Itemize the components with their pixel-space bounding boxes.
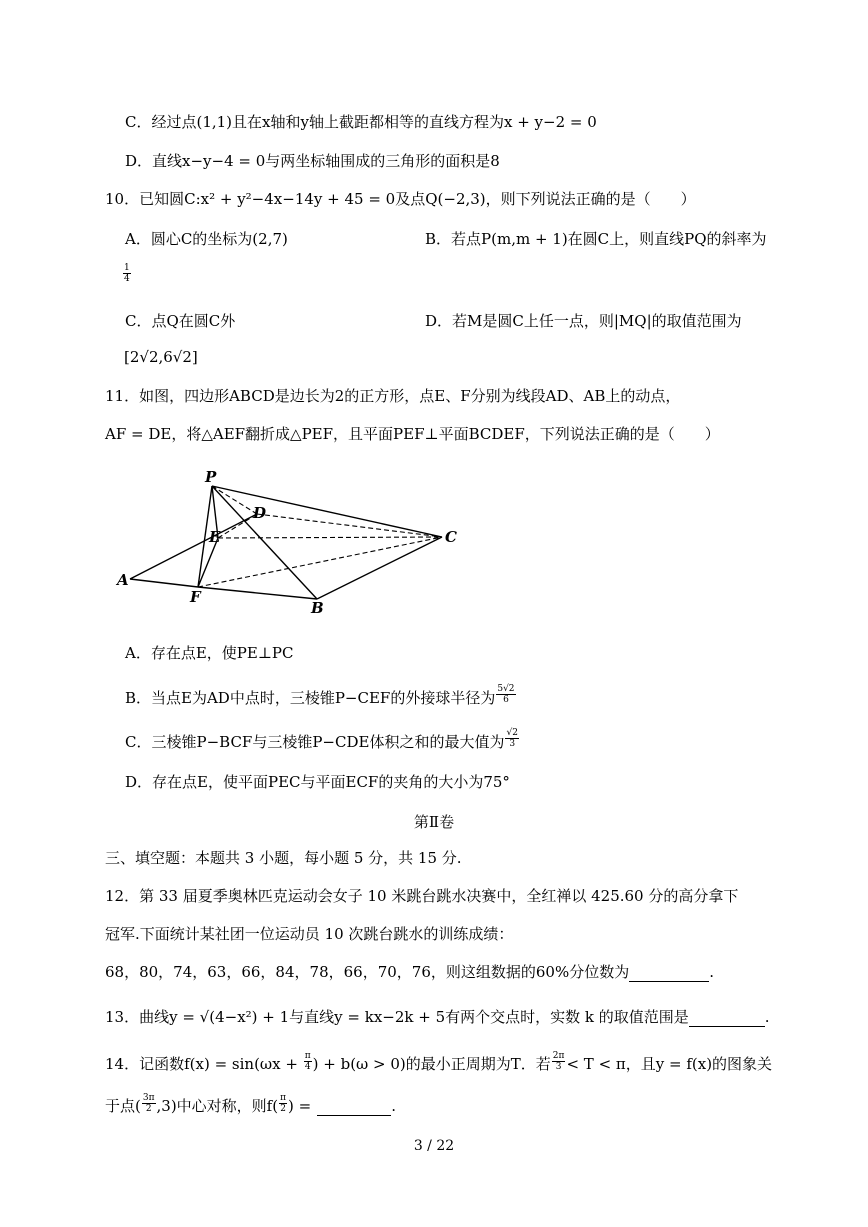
q14-line2c: ) = (288, 1097, 312, 1115)
fraction-numerator: √2 (506, 727, 518, 738)
edge-pb (212, 486, 317, 599)
q12-line1: 12．第 33 届夏季奥林匹克运动会女子 10 米跳台跳水决赛中，全红禅以 425.60 分的高分拿下 (105, 887, 739, 905)
q12-line3-end: . (709, 963, 714, 981)
q11-option-b (125, 683, 517, 708)
fraction-denominator: 3 (509, 738, 516, 749)
q13-line (105, 1007, 770, 1027)
fraction-numerator: 5√2 (497, 683, 515, 694)
q14-line2 (105, 1092, 396, 1116)
label-p: P (205, 468, 217, 486)
q10-stem: 10．已知圆C:x² + y²−4x−14y + 45 = 0及点Q(−2,3)，则下列说法正确的是（ ） (105, 190, 696, 208)
q10-option-b: B．若点P(m,m + 1)在圆C上，则直线PQ的斜率为 (425, 230, 767, 248)
fraction-numerator: 2π (552, 1050, 565, 1061)
q12-line2: 冠军.下面统计某社团一位运动员 10 次跳台跳水的训练成绩： (105, 925, 514, 943)
q11-option-c (125, 727, 520, 752)
answer-blank (317, 1099, 391, 1116)
edge-dc (257, 514, 442, 537)
fraction-numerator: 1 (124, 262, 130, 273)
edge-fc (198, 537, 442, 587)
label-f: F (190, 588, 201, 606)
edge-pc (212, 486, 442, 537)
q10-option-b-fraction (122, 262, 132, 284)
q14-line2a: 于点( (105, 1097, 141, 1115)
edge-ad (130, 514, 257, 579)
section-title: 第Ⅱ卷 (413, 813, 455, 831)
q10-option-d-range: [2√2,6√2] (124, 348, 198, 366)
part-three-heading: 三、填空题：本题共 3 小题，每小题 5 分，共 15 分. (105, 849, 462, 867)
q11-option-b-text: B．当点E为AD中点时，三棱锥P−CEF的外接球半径为 (125, 689, 496, 707)
fraction-numerator: π (280, 1092, 287, 1103)
fraction-denominator: 6 (503, 694, 509, 705)
fraction-denominator: 4 (124, 273, 130, 284)
q12-line3 (105, 962, 714, 982)
fraction-denominator: 2 (280, 1103, 286, 1114)
fraction-numerator: π (304, 1050, 311, 1061)
edge-bc (317, 537, 442, 599)
label-b: B (311, 599, 324, 617)
answer-blank (629, 965, 709, 982)
edge-fb (198, 587, 317, 599)
q14-part3: < T < π，且y = f(x)的图象关 (566, 1055, 773, 1073)
q14-line2b: ,3)中心对称，则f( (156, 1097, 279, 1115)
fraction-denominator: 4 (304, 1061, 311, 1072)
label-d: D (253, 504, 267, 522)
q12-line3-text: 68，80，74，63，66，84，78，66，70，76，则这组数据的60%分位数为 (105, 963, 630, 981)
q11-option-a: A．存在点E，使PE⊥PC (125, 644, 294, 662)
q10-option-d: D．若M是圆C上任一点，则|MQ|的取值范围为 (425, 312, 742, 330)
label-c: C (445, 528, 457, 546)
fraction-denominator: 2 (145, 1103, 152, 1114)
q11-stem-line2: AF = DE，将△AEF翻折成△PEF，且平面PEF⊥平面BCDEF，下列说法正确的是（ ） (105, 425, 720, 443)
fraction-denominator: 3 (555, 1061, 562, 1072)
answer-blank (689, 1010, 765, 1027)
label-e: E (209, 528, 221, 546)
q10-option-c: C．点Q在圆C外 (125, 312, 236, 330)
q14-line1 (105, 1050, 773, 1074)
page-number: 3 / 22 (413, 1138, 455, 1154)
label-a: A (117, 571, 129, 589)
q13-text: 13．曲线y = √(4−x²) + 1与直线y = kx−2k + 5有两个交点时，实数 k 的取值范围是 (105, 1008, 689, 1026)
q14-part2: ) + b(ω > 0)的最小正周期为T．若 (312, 1055, 551, 1073)
q10-option-a: A．圆心C的坐标为(2,7) (125, 230, 288, 248)
q14-end: . (391, 1097, 396, 1115)
fraction-numerator: 3π (142, 1092, 155, 1103)
q11-stem-line1: 11．如图，四边形ABCD是边长为2的正方形，点E、F分别为线段AD、AB上的动点， (105, 387, 681, 405)
q11-option-c-text: C．三棱锥P−BCF与三棱锥P−CDE体积之和的最大值为 (125, 733, 505, 751)
edge-ec (218, 537, 442, 538)
q13-end: . (764, 1008, 770, 1026)
pyramid-diagram (112, 468, 472, 618)
q14-part1: 14．记函数f(x) = sin(ωx + (105, 1055, 303, 1073)
q11-option-d: D．存在点E，使平面PEC与平面ECF的夹角的大小为75° (125, 773, 510, 791)
q9-option-c: C．经过点(1,1)且在x轴和y轴上截距都相等的直线方程为x + y−2 = 0 (125, 113, 597, 131)
q9-option-d: D．直线x−y−4 = 0与两坐标轴围成的三角形的面积是8 (125, 152, 500, 170)
pyramid-figure (112, 468, 472, 622)
edge-af (130, 579, 198, 587)
